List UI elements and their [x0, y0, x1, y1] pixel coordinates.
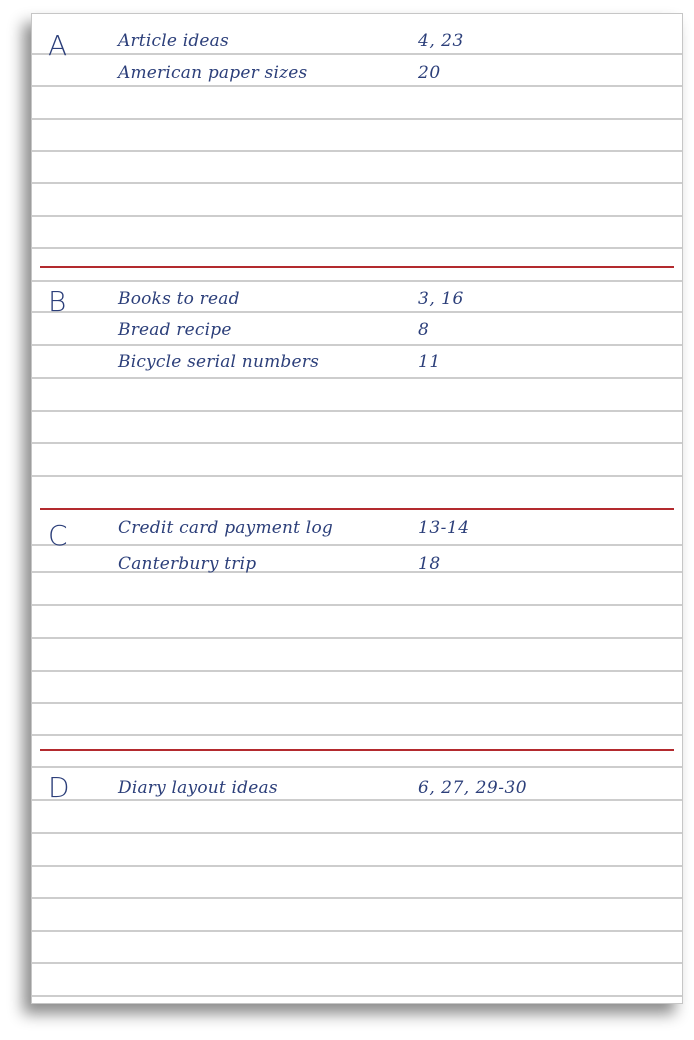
- ruled-line: [32, 410, 682, 412]
- index-entry-topic: Books to read: [118, 289, 240, 309]
- ruled-line: [32, 702, 682, 704]
- index-entry-topic: Article ideas: [118, 31, 229, 51]
- ruled-line: [32, 247, 682, 249]
- ruled-line: [32, 832, 682, 834]
- section-divider-d: [40, 749, 674, 751]
- ruled-line: [32, 544, 682, 546]
- ruled-line: [32, 897, 682, 899]
- ruled-line: [32, 215, 682, 217]
- index-entry-pages: 20: [418, 63, 441, 83]
- index-entry-pages: 13-14: [418, 518, 470, 538]
- index-entry-pages: 8: [418, 320, 430, 340]
- index-entry-topic: Bicycle serial numbers: [118, 352, 320, 372]
- section-letter-b: B: [48, 285, 67, 318]
- ruled-line: [32, 442, 682, 444]
- section-letter-c: C: [48, 519, 68, 552]
- section-letter-a: A: [48, 29, 68, 62]
- index-entry-topic: Diary layout ideas: [118, 778, 278, 798]
- ruled-line: [32, 962, 682, 964]
- ruled-line: [32, 377, 682, 379]
- index-entry-topic: Canterbury trip: [118, 554, 257, 574]
- index-entry-topic: Credit card payment log: [118, 518, 333, 538]
- index-entry-pages: 6, 27, 29-30: [418, 778, 528, 798]
- ruled-line: [32, 670, 682, 672]
- ruled-line: [32, 344, 682, 346]
- ruled-line: [32, 182, 682, 184]
- index-entry-topic: Bread recipe: [118, 320, 232, 340]
- ruled-line: [32, 766, 682, 768]
- ruled-line: [32, 799, 682, 801]
- ruled-line: [32, 930, 682, 932]
- ruled-line: [32, 311, 682, 313]
- index-page: [31, 13, 683, 1004]
- index-entry-pages: 3, 16: [418, 289, 464, 309]
- section-divider-b: [40, 266, 674, 268]
- ruled-line: [32, 995, 682, 997]
- index-entry-topic: American paper sizes: [118, 63, 308, 83]
- index-entry-pages: 4, 23: [418, 31, 464, 51]
- index-entry-pages: 11: [418, 352, 441, 372]
- ruled-line: [32, 280, 682, 282]
- section-divider-c: [40, 508, 674, 510]
- ruled-line: [32, 637, 682, 639]
- ruled-line: [32, 53, 682, 55]
- ruled-line: [32, 150, 682, 152]
- ruled-line: [32, 604, 682, 606]
- ruled-line: [32, 118, 682, 120]
- index-entry-pages: 18: [418, 554, 441, 574]
- ruled-line: [32, 475, 682, 477]
- ruled-line: [32, 85, 682, 87]
- section-letter-d: D: [48, 771, 70, 804]
- ruled-line: [32, 865, 682, 867]
- ruled-line: [32, 734, 682, 736]
